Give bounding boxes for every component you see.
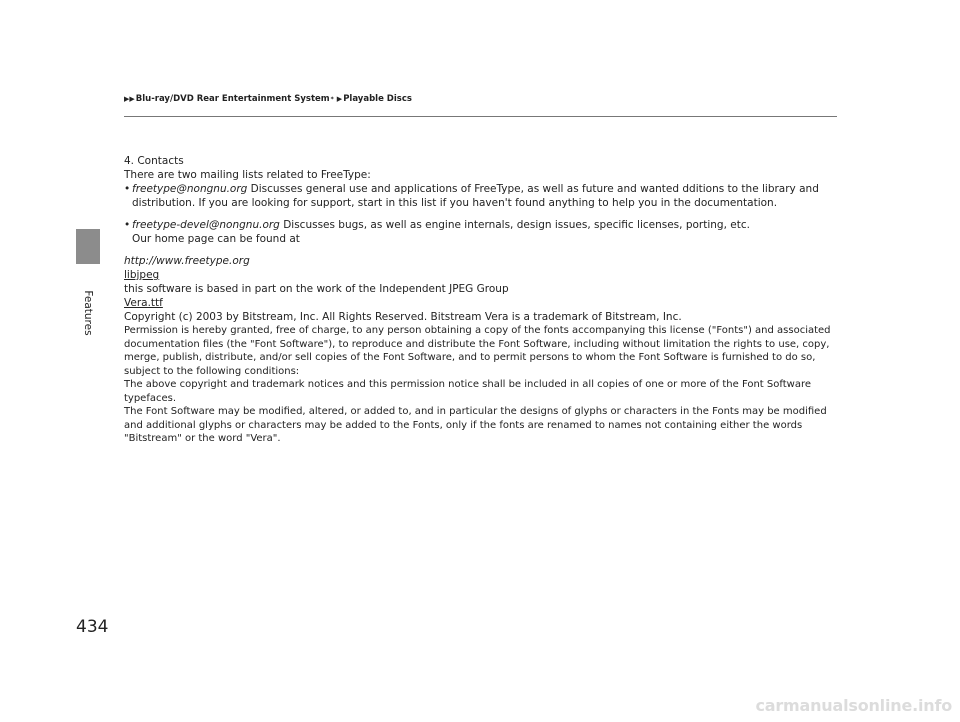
license-paragraph: The above copyright and trademark notices and this permission notice shall be included in all copies of one or more of the Font Software typefaces.	[124, 379, 811, 404]
home-page-note: Our home page can be found at	[132, 233, 300, 245]
bullet-icon: •	[124, 183, 131, 195]
libjpeg-text: this software is based in part on the work of the Independent JPEG Group	[124, 283, 509, 295]
breadcrumb-item[interactable]: Blu-ray/DVD Rear Entertainment System	[135, 94, 330, 104]
bullet-icon: •	[124, 219, 131, 231]
license-paragraph: The Font Software may be modified, altered, or added to, and in particular the designs of glyphs or characters in the Fonts may be modified and additional glyphs or characters may be added to the Fonts, only if the fonts are renamed to names not containing either the words "Bitstream" or the word "Vera".	[124, 406, 827, 444]
home-page-url: http://www.freetype.org	[124, 255, 250, 267]
breadcrumb-item[interactable]: Playable Discs	[343, 94, 412, 104]
mailing-list-description: Discusses bugs, as well as engine internals, design issues, specific licenses, porting, etc.	[279, 219, 750, 231]
mailing-list-email: freetype-devel@nongnu.org	[132, 219, 280, 231]
list-item	[124, 218, 844, 246]
section-heading: 4. Contacts	[124, 155, 184, 167]
list-item	[124, 182, 844, 210]
mailing-list-email: freetype@nongnu.org	[132, 183, 248, 195]
breadcrumb-separator-icon: ▶	[336, 95, 343, 103]
watermark: carmanualsonline.info	[755, 696, 952, 715]
document-body	[124, 154, 844, 446]
libjpeg-heading: libjpeg	[124, 269, 160, 281]
breadcrumb	[124, 94, 412, 104]
vera-heading: Vera.ttf	[124, 297, 163, 309]
intro-text: There are two mailing lists related to FreeType:	[124, 169, 371, 181]
header-divider	[124, 116, 837, 117]
section-tab-marker	[76, 229, 100, 264]
license-paragraph: Permission is hereby granted, free of charge, to any person obtaining a copy of the fonts accompanying this license ("Fonts") and associated documentation files (the "Font Software"), to reproduce and distribute the Font Software, including without limitation the rights to use, copy, merge, publish, distribute, and/or sell copies of the Font Software, and to permit persons to whom the Font Software is furnished to do so, subject to the following conditions:	[124, 325, 831, 377]
breadcrumb-arrow-icon: ▶▶	[124, 95, 135, 103]
mailing-list-description: Discusses general use and applications of FreeType, as well as future and wanted dditions to the library and distribution. If you are looking for support, start in this list if you haven't found anything to help you in the documentation.	[132, 183, 819, 209]
section-side-label: Features	[82, 290, 94, 336]
vera-copyright: Copyright (c) 2003 by Bitstream, Inc. All Rights Reserved. Bitstream Vera is a trademark of Bitstream, Inc.	[124, 311, 682, 323]
optional-marker: *	[330, 95, 334, 103]
page-number: 434	[76, 617, 109, 637]
